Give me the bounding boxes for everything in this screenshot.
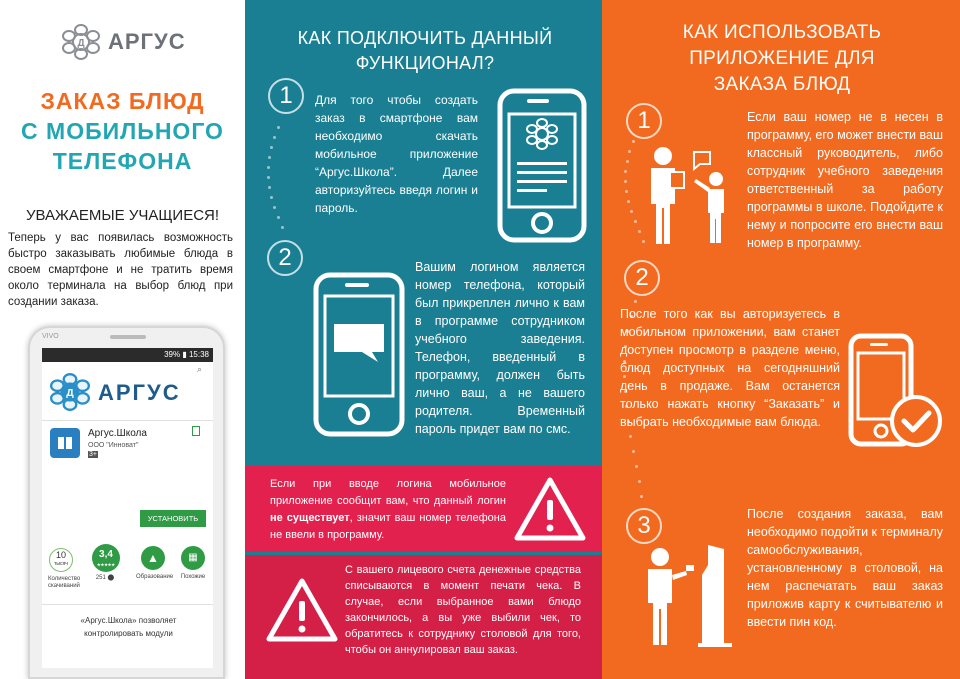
phone-brand: VIVO: [42, 333, 59, 340]
stat-rating: [92, 544, 118, 582]
step1-text: Для того чтобы создать заказ в смартфоне вам необходимо скачать мобильное приложение “Аргус.Школа”. Далее авторизуйтесь введя логин и пароль.: [315, 93, 478, 215]
store-banner: [42, 362, 213, 417]
intro-text: Теперь у вас появилась возможность быстро заказывать любимые блюда в своем смартфоне и не тратить время около терминала на выбор блюд при создании заказа.: [8, 232, 233, 308]
greeting: УВАЖАЕМЫЕ УЧАЩИЕСЯ!: [25, 207, 220, 224]
middle-column: [245, 0, 602, 679]
phone-mockup: [28, 326, 225, 679]
teacher-student-icon: [648, 142, 744, 246]
terminal-user-icon: [642, 543, 742, 647]
step3-text: После создания заказа, вам необходимо подойти к терминалу самообслуживания, установленному в столовой, на нем распечатать ваш заказ приложив карту к считывателю и ввести пин код.: [747, 507, 943, 629]
stat-category[interactable]: [136, 546, 174, 581]
stat-downloads: [48, 548, 81, 590]
middle-header: КАК ПОДКЛЮЧИТЬ ДАННЫЙ ФУНКЦИОНАЛ?: [297, 28, 553, 73]
warning-login-text: Если при вводе логина мобильное приложение сообщит вам, что данный логин не существует, значит ваш номер телефона не ввели в программу.: [270, 478, 506, 541]
step1-text: Если ваш номер не в несен в программу, его может внести ваш классный руководитель, либо сотрудник учебного заведения ответственный за работу программы в школе. Подойдите к нему и попросите его внести ваш номер в программу.: [747, 110, 943, 250]
search-icon[interactable]: ⌕: [197, 364, 203, 374]
install-button[interactable]: УСТАНОВИТЬ: [140, 510, 206, 527]
page-title-line1: ЗАКАЗ БЛЮД: [40, 88, 205, 114]
stat-similar[interactable]: [180, 546, 206, 581]
wishlist-icon[interactable]: [192, 426, 200, 436]
logo-text: АРГУС: [108, 29, 186, 54]
app-description: «Аргус.Школа» позволяет контролировать модули: [80, 616, 177, 638]
argus-logo: [60, 22, 210, 62]
step2-text: После того как вы авторизуетесь в мобильном приложении, вам станет доступен просмотр в разделе меню, блюд доступных на сегодняшний день в продаже. Вам останется только нажать кнопку “Заказать” и выбрать необходимые вам блюда.: [620, 307, 840, 429]
education-icon: ▲: [141, 546, 165, 570]
phone-speaker: [110, 335, 146, 339]
smartphone-app-icon: [497, 88, 587, 243]
page-title-line2: С МОБИЛЬНОГО: [21, 118, 224, 144]
app-icon[interactable]: [50, 428, 80, 458]
downloads-label: Количество скачиваний: [48, 576, 81, 589]
page-title-line3: ТЕЛЕФОНА: [52, 148, 193, 174]
downloads-badge: 10 тысяч: [49, 548, 73, 572]
similar-label: Похожие: [180, 574, 206, 580]
step1-number: 1: [626, 103, 662, 139]
warning-box-payment: [245, 555, 602, 679]
rating-badge: 3,4 ★★★★★: [92, 544, 120, 572]
argus-banner-icon: [48, 370, 92, 414]
step2-number: 2: [267, 240, 303, 276]
smartphone-check-icon: [848, 333, 944, 451]
right-column: [602, 0, 960, 679]
phone-screen: [42, 348, 213, 668]
step3-number: 3: [626, 508, 662, 544]
rating-count: 251 ⬤: [95, 575, 115, 581]
step2-number: 2: [624, 260, 660, 296]
step1-number: 1: [268, 78, 304, 114]
warning-icon: [265, 577, 339, 643]
argus-logo-icon: [60, 22, 102, 62]
phone-status-bar: 39% ▮ 15:38: [42, 348, 213, 362]
step2-text: Вашим логином является номер телефона, который был прикреплен лично к вам в программе сотрудником учебного заведения. Телефон, введенный в программу, должен быть лично ваш, а не вашего родителя. Временный пароль придет вам по смс.: [415, 260, 585, 436]
right-header: КАК ИСПОЛЬЗОВАТЬ ПРИЛОЖЕНИЕ ДЛЯ ЗАКАЗА БЛЮД: [682, 22, 882, 95]
smartphone-message-icon: [313, 272, 405, 437]
category-label: Образование: [136, 574, 174, 580]
warning-box-login: [245, 466, 602, 552]
age-rating: 3+: [89, 451, 97, 458]
warning-icon: [513, 476, 587, 542]
svg-text:Д: Д: [66, 388, 74, 400]
app-name: Аргус.Школа: [88, 428, 147, 439]
banner-text: АРГУС: [98, 380, 181, 405]
warning-payment-text: С вашего лицевого счета денежные средства списываются в момент печати чека. В случае, если выбранное вами блюдо закончилось, а вы уже выбили чек, то обратитесь к сотруднику столовой для того, чтобы он аннулировал ваш заказ.: [345, 564, 581, 656]
left-column: [0, 0, 245, 679]
similar-icon: ▦: [181, 546, 205, 570]
svg-text:Д: Д: [77, 38, 85, 49]
app-developer: ООО "Инноват": [88, 442, 139, 449]
